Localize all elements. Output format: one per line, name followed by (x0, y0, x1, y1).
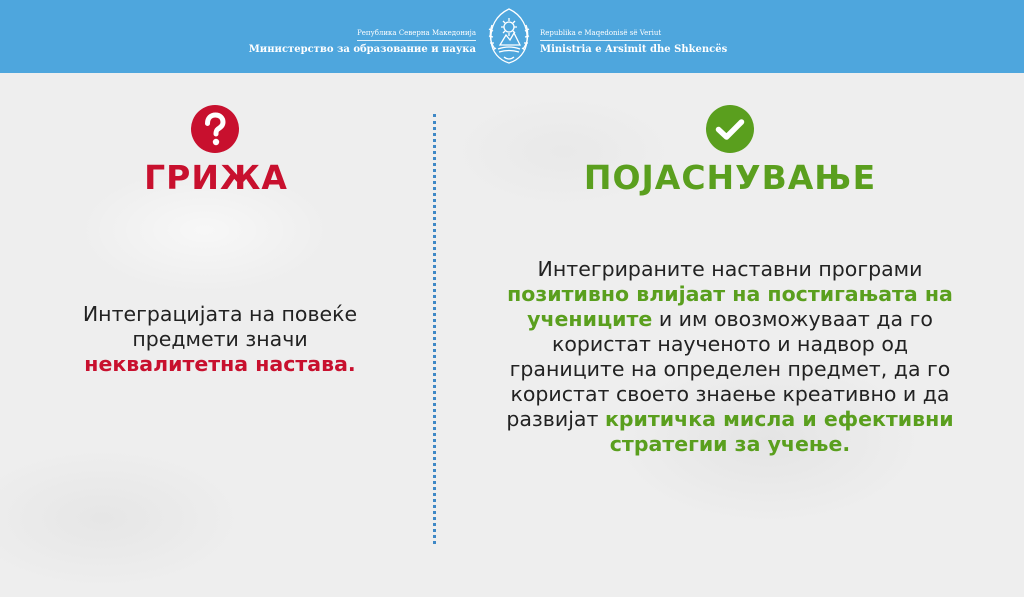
header-country-al: Republika e Maqedonisë së Veriut (540, 29, 661, 41)
concern-title: ГРИЖА (144, 158, 288, 197)
explanation-highlight-2a: критичка мисла и ефективни (604, 407, 954, 431)
explanation-line-4: границите на определен предмет, да го (509, 357, 951, 381)
concern-line-1: Интеграцијата на повеќе (82, 302, 358, 326)
explanation-highlight-1b: учениците (527, 307, 653, 331)
ministry-header (0, 0, 1024, 73)
explanation-highlight-2b: стратегии за учење. (609, 432, 851, 456)
header-albanian-text (540, 20, 727, 55)
concern-highlight: неквалитетна настава. (84, 352, 356, 376)
header-country-mk: Република Северна Македонија (357, 29, 476, 41)
coat-of-arms-icon (482, 5, 536, 67)
explanation-title: ПОЈАСНУВАЊЕ (583, 158, 877, 197)
explanation-text (460, 257, 1000, 457)
question-mark-icon (190, 104, 240, 154)
header-ministry-mk: Министерство за образование и наука (248, 44, 476, 55)
explanation-line-1: Интегрираните наставни програми (537, 257, 923, 281)
concern-line-2: предмети значи (132, 327, 308, 351)
explanation-line-6 (460, 407, 1000, 432)
concern-text (20, 302, 420, 377)
explanation-highlight-1a: позитивно влијаат на постигањата на (507, 282, 953, 306)
explanation-line-6-start: развијат (506, 407, 605, 431)
check-mark-icon (705, 104, 755, 154)
explanation-line-5: користат своето знаење креативно и да (510, 382, 950, 406)
header-ministry-al: Ministria e Arsimit dhe Shkencës (540, 44, 728, 55)
header-macedonian-text (249, 20, 476, 55)
dotted-divider (433, 114, 436, 544)
explanation-line-2 (460, 307, 1000, 332)
explanation-line-2-rest: и им овозможуваат да го (652, 307, 933, 331)
explanation-line-3: користат наученото и надвор од (551, 332, 909, 356)
